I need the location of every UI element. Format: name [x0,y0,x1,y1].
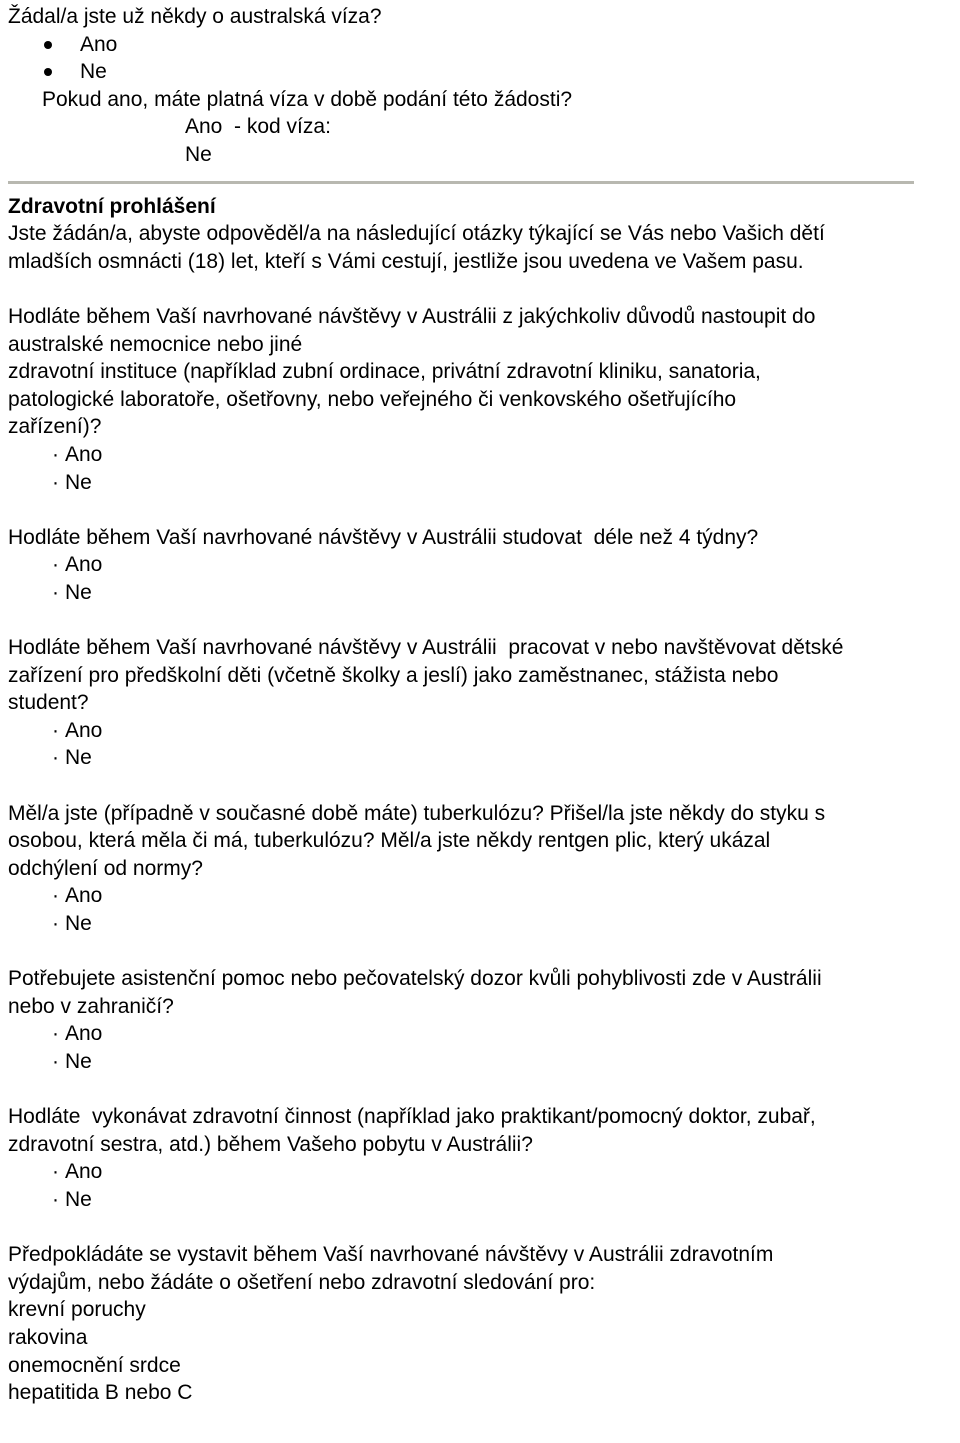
health-question-6 [8,1103,958,1213]
bullet-dot-icon [44,41,52,49]
option-yes[interactable]: · Ano [52,1160,103,1184]
condition-item[interactable]: krevní poruchy [8,1298,146,1322]
health-intro-line: Jste žádán/a, abyste odpověděl/a na následující otázky týkající se Vás nebo Vašich dětí [8,222,825,246]
section-divider [8,181,914,184]
question-line: Měl/a jste (případně v současné době máte) tuberkulózu? Přišel/la jste někdy do styku s [8,801,826,825]
option-yes[interactable]: · Ano [52,553,103,577]
health-question-3 [8,634,958,772]
question-line: zdravotní sestra, atd.) během Vašeho pobytu v Austrálii? [8,1132,533,1156]
health-question-1 [8,303,958,496]
health-question-4 [8,800,958,938]
visa-question: Žádal/a jste už někdy o australská víza? [8,5,382,28]
question-line: zařízení)? [8,415,102,439]
condition-item[interactable]: onemocnění srdce [8,1353,181,1377]
option-no[interactable]: · Ne [52,1187,92,1211]
health-heading: Zdravotní prohlášení [8,194,216,218]
question-line: zdravotní instituce (například zubní ordinace, privátní zdravotní kliniku, sanatoria, [8,360,761,384]
question-line: patologické laboratoře, ošetřovny, nebo veřejného či venkovského ošetřujícího [8,387,737,411]
option-yes[interactable]: · Ano [52,442,103,466]
option-no[interactable]: · Ne [52,470,92,494]
health-question-2 [8,524,958,607]
question-line: Hodláte během Vaší navrhované návštěvy v Austrálii z jakýchkoliv důvodů nastoupit do [8,304,816,328]
option-yes[interactable]: · Ano [52,1022,103,1046]
visa-followup-option-no[interactable]: Ne [185,142,212,166]
health-question-5 [8,965,958,1075]
condition-item[interactable]: hepatitida B nebo C [8,1381,193,1405]
document-page [8,3,958,1407]
condition-item[interactable]: rakovina [8,1325,88,1349]
question-line: Hodláte během Vaší navrhované návštěvy v Austrálii pracovat v nebo navštěvovat dětské [8,636,844,660]
bullet-dot-icon [44,68,52,76]
option-no[interactable]: · Ne [52,912,92,935]
option-yes[interactable]: · Ano [52,884,103,908]
question-line: australské nemocnice nebo jiné [8,332,303,356]
question-line: výdajům, nebo žádáte o ošetření nebo zdravotní sledování pro: [8,1270,596,1294]
health-question-final [8,1241,958,1407]
question-line: student? [8,691,89,715]
question-line: odchýlení od normy? [8,856,203,880]
option-no[interactable]: · Ne [52,580,92,604]
question-line: Hodláte vykonávat zdravotní činnost (například jako praktikant/pomocný doktor, zubař, [8,1105,816,1129]
question-line: Potřebujete asistenční pomoc nebo pečovatelský dozor kvůli pohyblivosti zde v Austrálii [8,967,822,991]
question-line: nebo v zahraničí? [8,994,174,1018]
option-yes[interactable]: · Ano [52,718,103,742]
health-intro-line: mladších osmnácti (18) let, kteří s Vámi cestují, jestliže jsou uvedena ve Vašem pasu. [8,249,804,273]
visa-followup-question: Pokud ano, máte platná víza v době podání této žádosti? [42,87,573,111]
question-line: zařízení pro předškolní děti (včetně školky a jeslí) jako zaměstnanec, stážista nebo [8,663,779,687]
visa-option-no[interactable]: Ne [8,58,958,86]
option-no[interactable]: · Ne [52,746,92,770]
visa-followup-option-yes[interactable]: Ano - kod víza: [185,115,331,139]
question-line: Hodláte během Vaší navrhované návštěvy v Austrálii studovat déle než 4 týdny? [8,525,759,549]
question-line: osobou, která měla či má, tuberkulózu? Měl/a jste někdy rentgen plic, který ukázal [8,829,771,853]
visa-option-yes[interactable]: Ano [8,31,958,59]
question-line: Předpokládáte se vystavit během Vaší navrhované návštěvy v Austrálii zdravotním [8,1243,774,1267]
option-no[interactable]: · Ne [52,1049,92,1073]
